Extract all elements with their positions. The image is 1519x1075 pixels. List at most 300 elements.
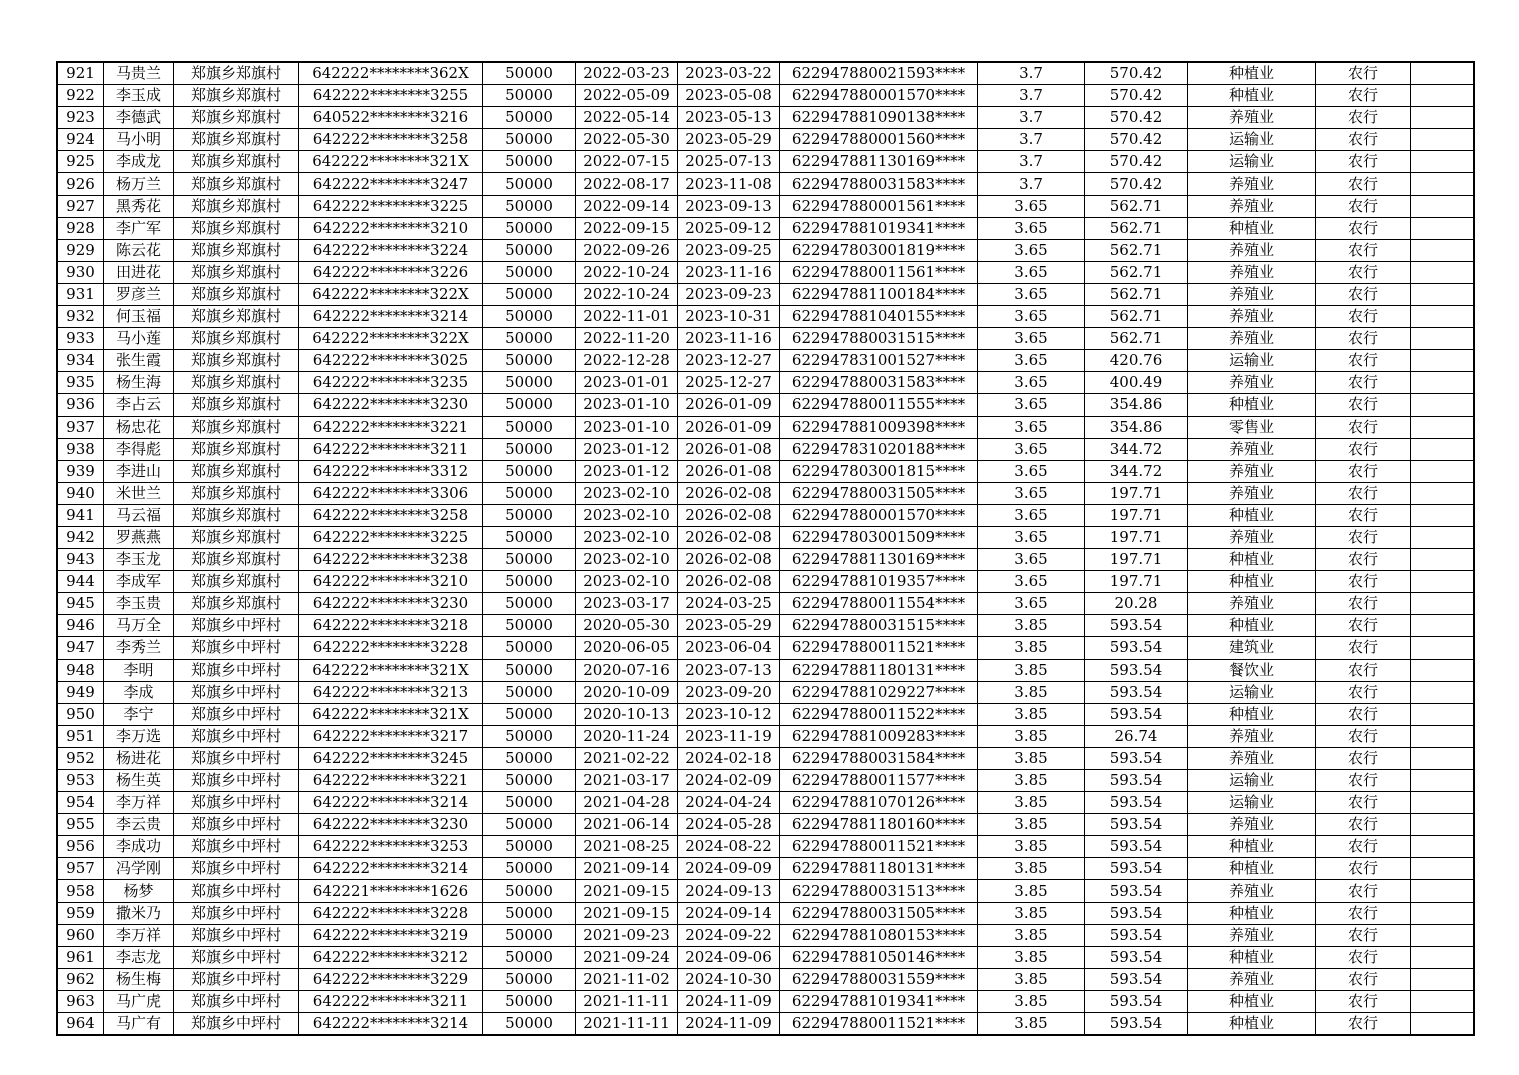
name-cell: 李云贵 <box>104 814 174 836</box>
industry-cell: 运输业 <box>1188 792 1316 814</box>
industry-cell: 种植业 <box>1188 571 1316 593</box>
start-date-cell: 2023-01-12 <box>576 438 678 460</box>
loan-amount-cell: 50000 <box>483 571 576 593</box>
village-cell: 郑旗乡郑旗村 <box>174 107 299 129</box>
interest-rate-cell: 3.7 <box>978 62 1085 85</box>
village-cell: 郑旗乡郑旗村 <box>174 328 299 350</box>
account-number-cell: 622947803001815**** <box>780 460 978 482</box>
id-number-cell: 642222********3213 <box>299 681 483 703</box>
account-number-cell: 622947881009398**** <box>780 416 978 438</box>
interest-amount-cell: 593.54 <box>1085 946 1188 968</box>
interest-amount-cell: 420.76 <box>1085 350 1188 372</box>
industry-cell: 养殖业 <box>1188 239 1316 261</box>
empty-cell <box>1411 880 1475 902</box>
empty-cell <box>1411 725 1475 747</box>
table-row <box>57 283 1474 305</box>
village-cell: 郑旗乡中坪村 <box>174 615 299 637</box>
table-row <box>57 306 1474 328</box>
loan-amount-cell: 50000 <box>483 703 576 725</box>
name-cell: 李德武 <box>104 107 174 129</box>
interest-amount-cell: 570.42 <box>1085 129 1188 151</box>
village-cell: 郑旗乡郑旗村 <box>174 593 299 615</box>
name-cell: 撒米乃 <box>104 902 174 924</box>
interest-amount-cell: 593.54 <box>1085 792 1188 814</box>
empty-cell <box>1411 836 1475 858</box>
end-date-cell: 2023-05-29 <box>678 615 780 637</box>
industry-cell: 养殖业 <box>1188 747 1316 769</box>
end-date-cell: 2025-12-27 <box>678 372 780 394</box>
village-cell: 郑旗乡郑旗村 <box>174 217 299 239</box>
account-number-cell: 622947881029227**** <box>780 681 978 703</box>
end-date-cell: 2024-10-30 <box>678 968 780 990</box>
row-number-cell: 948 <box>57 659 104 681</box>
village-cell: 郑旗乡郑旗村 <box>174 129 299 151</box>
interest-rate-cell: 3.65 <box>978 350 1085 372</box>
id-number-cell: 642222********3225 <box>299 195 483 217</box>
loan-amount-cell: 50000 <box>483 637 576 659</box>
end-date-cell: 2023-09-13 <box>678 195 780 217</box>
row-number-cell: 925 <box>57 151 104 173</box>
empty-cell <box>1411 173 1475 195</box>
bank-cell: 农行 <box>1316 990 1411 1012</box>
loan-amount-cell: 50000 <box>483 85 576 107</box>
interest-rate-cell: 3.85 <box>978 725 1085 747</box>
interest-amount-cell: 562.71 <box>1085 239 1188 261</box>
interest-amount-cell: 197.71 <box>1085 549 1188 571</box>
industry-cell: 种植业 <box>1188 858 1316 880</box>
industry-cell: 种植业 <box>1188 62 1316 85</box>
bank-cell: 农行 <box>1316 394 1411 416</box>
account-number-cell: 622947880031559**** <box>780 968 978 990</box>
interest-amount-cell: 344.72 <box>1085 460 1188 482</box>
interest-rate-cell: 3.7 <box>978 107 1085 129</box>
name-cell: 杨万兰 <box>104 173 174 195</box>
village-cell: 郑旗乡中坪村 <box>174 814 299 836</box>
bank-cell: 农行 <box>1316 1013 1411 1036</box>
interest-amount-cell: 562.71 <box>1085 217 1188 239</box>
table-row <box>57 968 1474 990</box>
name-cell: 李得彪 <box>104 438 174 460</box>
interest-amount-cell: 593.54 <box>1085 637 1188 659</box>
bank-cell: 农行 <box>1316 747 1411 769</box>
account-number-cell: 622947881019357**** <box>780 571 978 593</box>
end-date-cell: 2023-11-16 <box>678 261 780 283</box>
bank-cell: 农行 <box>1316 328 1411 350</box>
name-cell: 米世兰 <box>104 482 174 504</box>
id-number-cell: 642222********3221 <box>299 770 483 792</box>
id-number-cell: 642222********3214 <box>299 1013 483 1036</box>
empty-cell <box>1411 306 1475 328</box>
table-row <box>57 460 1474 482</box>
interest-amount-cell: 344.72 <box>1085 438 1188 460</box>
start-date-cell: 2023-03-17 <box>576 593 678 615</box>
bank-cell: 农行 <box>1316 637 1411 659</box>
table-row <box>57 195 1474 217</box>
industry-cell: 养殖业 <box>1188 107 1316 129</box>
id-number-cell: 642222********3218 <box>299 615 483 637</box>
interest-rate-cell: 3.65 <box>978 571 1085 593</box>
loan-amount-cell: 50000 <box>483 504 576 526</box>
industry-cell: 种植业 <box>1188 902 1316 924</box>
start-date-cell: 2021-06-14 <box>576 814 678 836</box>
account-number-cell: 622947880011561**** <box>780 261 978 283</box>
name-cell: 马万全 <box>104 615 174 637</box>
row-number-cell: 944 <box>57 571 104 593</box>
name-cell: 马贵兰 <box>104 62 174 85</box>
loan-amount-cell: 50000 <box>483 239 576 261</box>
start-date-cell: 2023-01-12 <box>576 460 678 482</box>
interest-amount-cell: 593.54 <box>1085 814 1188 836</box>
name-cell: 李万祥 <box>104 792 174 814</box>
industry-cell: 养殖业 <box>1188 306 1316 328</box>
empty-cell <box>1411 593 1475 615</box>
bank-cell: 农行 <box>1316 173 1411 195</box>
interest-amount-cell: 593.54 <box>1085 924 1188 946</box>
start-date-cell: 2022-09-15 <box>576 217 678 239</box>
start-date-cell: 2022-08-17 <box>576 173 678 195</box>
name-cell: 马广虎 <box>104 990 174 1012</box>
empty-cell <box>1411 747 1475 769</box>
loan-amount-cell: 50000 <box>483 261 576 283</box>
empty-cell <box>1411 1013 1475 1036</box>
industry-cell: 运输业 <box>1188 770 1316 792</box>
interest-rate-cell: 3.65 <box>978 593 1085 615</box>
name-cell: 李成龙 <box>104 151 174 173</box>
end-date-cell: 2023-06-04 <box>678 637 780 659</box>
start-date-cell: 2020-07-16 <box>576 659 678 681</box>
table-row <box>57 615 1474 637</box>
start-date-cell: 2021-09-23 <box>576 924 678 946</box>
loan-amount-cell: 50000 <box>483 659 576 681</box>
empty-cell <box>1411 615 1475 637</box>
village-cell: 郑旗乡郑旗村 <box>174 504 299 526</box>
industry-cell: 养殖业 <box>1188 283 1316 305</box>
interest-rate-cell: 3.65 <box>978 306 1085 328</box>
row-number-cell: 962 <box>57 968 104 990</box>
id-number-cell: 642222********3228 <box>299 902 483 924</box>
loan-amount-cell: 50000 <box>483 328 576 350</box>
name-cell: 李万选 <box>104 725 174 747</box>
empty-cell <box>1411 217 1475 239</box>
account-number-cell: 622947880001570**** <box>780 85 978 107</box>
interest-amount-cell: 593.54 <box>1085 1013 1188 1036</box>
account-number-cell: 622947881009283**** <box>780 725 978 747</box>
name-cell: 李玉成 <box>104 85 174 107</box>
loan-amount-cell: 50000 <box>483 990 576 1012</box>
name-cell: 杨生梅 <box>104 968 174 990</box>
row-number-cell: 952 <box>57 747 104 769</box>
bank-cell: 农行 <box>1316 659 1411 681</box>
end-date-cell: 2024-08-22 <box>678 836 780 858</box>
start-date-cell: 2022-03-23 <box>576 62 678 85</box>
row-number-cell: 964 <box>57 1013 104 1036</box>
loan-amount-cell: 50000 <box>483 416 576 438</box>
empty-cell <box>1411 526 1475 548</box>
row-number-cell: 939 <box>57 460 104 482</box>
start-date-cell: 2020-05-30 <box>576 615 678 637</box>
interest-amount-cell: 593.54 <box>1085 968 1188 990</box>
loan-amount-cell: 50000 <box>483 792 576 814</box>
table-row <box>57 549 1474 571</box>
id-number-cell: 642222********3245 <box>299 747 483 769</box>
table-row <box>57 239 1474 261</box>
industry-cell: 种植业 <box>1188 85 1316 107</box>
end-date-cell: 2024-05-28 <box>678 814 780 836</box>
table-row <box>57 792 1474 814</box>
account-number-cell: 622947880031583**** <box>780 372 978 394</box>
interest-rate-cell: 3.85 <box>978 703 1085 725</box>
interest-amount-cell: 562.71 <box>1085 306 1188 328</box>
table-row <box>57 372 1474 394</box>
account-number-cell: 622947881040155**** <box>780 306 978 328</box>
bank-cell: 农行 <box>1316 460 1411 482</box>
village-cell: 郑旗乡中坪村 <box>174 946 299 968</box>
name-cell: 马广有 <box>104 1013 174 1036</box>
village-cell: 郑旗乡中坪村 <box>174 659 299 681</box>
start-date-cell: 2021-03-17 <box>576 770 678 792</box>
end-date-cell: 2023-11-08 <box>678 173 780 195</box>
loan-amount-cell: 50000 <box>483 306 576 328</box>
interest-amount-cell: 562.71 <box>1085 328 1188 350</box>
bank-cell: 农行 <box>1316 814 1411 836</box>
interest-amount-cell: 593.54 <box>1085 902 1188 924</box>
loan-amount-cell: 50000 <box>483 129 576 151</box>
bank-cell: 农行 <box>1316 703 1411 725</box>
industry-cell: 养殖业 <box>1188 593 1316 615</box>
interest-rate-cell: 3.85 <box>978 747 1085 769</box>
table-row <box>57 526 1474 548</box>
bank-cell: 农行 <box>1316 571 1411 593</box>
end-date-cell: 2025-09-12 <box>678 217 780 239</box>
bank-cell: 农行 <box>1316 151 1411 173</box>
empty-cell <box>1411 195 1475 217</box>
empty-cell <box>1411 151 1475 173</box>
end-date-cell: 2023-12-27 <box>678 350 780 372</box>
account-number-cell: 622947881180131**** <box>780 659 978 681</box>
bank-cell: 农行 <box>1316 792 1411 814</box>
interest-rate-cell: 3.85 <box>978 792 1085 814</box>
name-cell: 马云福 <box>104 504 174 526</box>
empty-cell <box>1411 946 1475 968</box>
id-number-cell: 642222********3255 <box>299 85 483 107</box>
row-number-cell: 922 <box>57 85 104 107</box>
start-date-cell: 2021-02-22 <box>576 747 678 769</box>
table-row <box>57 151 1474 173</box>
table-row <box>57 328 1474 350</box>
account-number-cell: 622947880031515**** <box>780 328 978 350</box>
start-date-cell: 2022-10-24 <box>576 261 678 283</box>
id-number-cell: 642222********3230 <box>299 394 483 416</box>
village-cell: 郑旗乡郑旗村 <box>174 283 299 305</box>
account-number-cell: 622947880011522**** <box>780 703 978 725</box>
start-date-cell: 2021-09-14 <box>576 858 678 880</box>
bank-cell: 农行 <box>1316 526 1411 548</box>
name-cell: 李成 <box>104 681 174 703</box>
interest-rate-cell: 3.7 <box>978 85 1085 107</box>
id-number-cell: 642222********322X <box>299 283 483 305</box>
end-date-cell: 2023-05-13 <box>678 107 780 129</box>
village-cell: 郑旗乡郑旗村 <box>174 571 299 593</box>
end-date-cell: 2025-07-13 <box>678 151 780 173</box>
start-date-cell: 2021-11-02 <box>576 968 678 990</box>
account-number-cell: 622947880031583**** <box>780 173 978 195</box>
industry-cell: 养殖业 <box>1188 328 1316 350</box>
end-date-cell: 2026-02-08 <box>678 504 780 526</box>
interest-amount-cell: 593.54 <box>1085 681 1188 703</box>
table-row <box>57 858 1474 880</box>
name-cell: 马小莲 <box>104 328 174 350</box>
start-date-cell: 2023-01-01 <box>576 372 678 394</box>
industry-cell: 运输业 <box>1188 129 1316 151</box>
empty-cell <box>1411 902 1475 924</box>
loan-amount-cell: 50000 <box>483 173 576 195</box>
industry-cell: 餐饮业 <box>1188 659 1316 681</box>
row-number-cell: 933 <box>57 328 104 350</box>
empty-cell <box>1411 858 1475 880</box>
village-cell: 郑旗乡郑旗村 <box>174 350 299 372</box>
bank-cell: 农行 <box>1316 880 1411 902</box>
name-cell: 黑秀花 <box>104 195 174 217</box>
end-date-cell: 2023-07-13 <box>678 659 780 681</box>
id-number-cell: 642222********3214 <box>299 858 483 880</box>
account-number-cell: 622947881070126**** <box>780 792 978 814</box>
name-cell: 李成军 <box>104 571 174 593</box>
industry-cell: 种植业 <box>1188 946 1316 968</box>
loan-amount-cell: 50000 <box>483 526 576 548</box>
table-row <box>57 416 1474 438</box>
table-row <box>57 681 1474 703</box>
name-cell: 李万祥 <box>104 924 174 946</box>
village-cell: 郑旗乡中坪村 <box>174 747 299 769</box>
id-number-cell: 642222********3226 <box>299 261 483 283</box>
id-number-cell: 642222********3221 <box>299 416 483 438</box>
account-number-cell: 622947803001509**** <box>780 526 978 548</box>
row-number-cell: 926 <box>57 173 104 195</box>
row-number-cell: 943 <box>57 549 104 571</box>
empty-cell <box>1411 504 1475 526</box>
empty-cell <box>1411 350 1475 372</box>
industry-cell: 种植业 <box>1188 615 1316 637</box>
row-number-cell: 959 <box>57 902 104 924</box>
bank-cell: 农行 <box>1316 261 1411 283</box>
start-date-cell: 2021-11-11 <box>576 990 678 1012</box>
account-number-cell: 622947880031505**** <box>780 902 978 924</box>
account-number-cell: 622947881019341**** <box>780 217 978 239</box>
interest-amount-cell: 354.86 <box>1085 416 1188 438</box>
village-cell: 郑旗乡中坪村 <box>174 968 299 990</box>
interest-amount-cell: 20.28 <box>1085 593 1188 615</box>
empty-cell <box>1411 85 1475 107</box>
account-number-cell: 622947880001570**** <box>780 504 978 526</box>
interest-rate-cell: 3.85 <box>978 836 1085 858</box>
interest-rate-cell: 3.85 <box>978 814 1085 836</box>
table-row <box>57 504 1474 526</box>
start-date-cell: 2020-10-13 <box>576 703 678 725</box>
bank-cell: 农行 <box>1316 129 1411 151</box>
empty-cell <box>1411 394 1475 416</box>
empty-cell <box>1411 328 1475 350</box>
row-number-cell: 956 <box>57 836 104 858</box>
name-cell: 李广军 <box>104 217 174 239</box>
id-number-cell: 642222********3247 <box>299 173 483 195</box>
row-number-cell: 960 <box>57 924 104 946</box>
bank-cell: 农行 <box>1316 858 1411 880</box>
start-date-cell: 2021-09-15 <box>576 880 678 902</box>
interest-rate-cell: 3.85 <box>978 770 1085 792</box>
interest-amount-cell: 197.71 <box>1085 504 1188 526</box>
table-row <box>57 924 1474 946</box>
id-number-cell: 640522********3216 <box>299 107 483 129</box>
village-cell: 郑旗乡中坪村 <box>174 725 299 747</box>
loan-amount-cell: 50000 <box>483 858 576 880</box>
table-row <box>57 217 1474 239</box>
interest-rate-cell: 3.65 <box>978 261 1085 283</box>
empty-cell <box>1411 659 1475 681</box>
industry-cell: 养殖业 <box>1188 482 1316 504</box>
table-row <box>57 990 1474 1012</box>
row-number-cell: 963 <box>57 990 104 1012</box>
bank-cell: 农行 <box>1316 968 1411 990</box>
account-number-cell: 622947881100184**** <box>780 283 978 305</box>
interest-rate-cell: 3.85 <box>978 681 1085 703</box>
end-date-cell: 2023-11-19 <box>678 725 780 747</box>
start-date-cell: 2020-10-09 <box>576 681 678 703</box>
id-number-cell: 642222********3253 <box>299 836 483 858</box>
end-date-cell: 2026-02-08 <box>678 549 780 571</box>
bank-cell: 农行 <box>1316 239 1411 261</box>
id-number-cell: 642222********3211 <box>299 990 483 1012</box>
industry-cell: 种植业 <box>1188 217 1316 239</box>
village-cell: 郑旗乡郑旗村 <box>174 372 299 394</box>
industry-cell: 养殖业 <box>1188 924 1316 946</box>
interest-rate-cell: 3.65 <box>978 372 1085 394</box>
row-number-cell: 953 <box>57 770 104 792</box>
start-date-cell: 2022-05-14 <box>576 107 678 129</box>
interest-rate-cell: 3.65 <box>978 526 1085 548</box>
interest-amount-cell: 197.71 <box>1085 526 1188 548</box>
loan-amount-cell: 50000 <box>483 195 576 217</box>
village-cell: 郑旗乡郑旗村 <box>174 261 299 283</box>
village-cell: 郑旗乡中坪村 <box>174 990 299 1012</box>
industry-cell: 种植业 <box>1188 703 1316 725</box>
empty-cell <box>1411 549 1475 571</box>
village-cell: 郑旗乡中坪村 <box>174 637 299 659</box>
loan-amount-cell: 50000 <box>483 549 576 571</box>
name-cell: 李占云 <box>104 394 174 416</box>
start-date-cell: 2023-02-10 <box>576 482 678 504</box>
table-row <box>57 571 1474 593</box>
row-number-cell: 957 <box>57 858 104 880</box>
start-date-cell: 2023-02-10 <box>576 526 678 548</box>
empty-cell <box>1411 62 1475 85</box>
id-number-cell: 642222********3258 <box>299 504 483 526</box>
id-number-cell: 642222********3230 <box>299 814 483 836</box>
id-number-cell: 642222********3214 <box>299 306 483 328</box>
interest-amount-cell: 570.42 <box>1085 173 1188 195</box>
loan-amount-cell: 50000 <box>483 725 576 747</box>
empty-cell <box>1411 239 1475 261</box>
industry-cell: 养殖业 <box>1188 880 1316 902</box>
account-number-cell: 622947880031513**** <box>780 880 978 902</box>
village-cell: 郑旗乡中坪村 <box>174 1013 299 1036</box>
account-number-cell: 622947803001819**** <box>780 239 978 261</box>
interest-amount-cell: 593.54 <box>1085 747 1188 769</box>
row-number-cell: 932 <box>57 306 104 328</box>
loan-amount-cell: 50000 <box>483 438 576 460</box>
interest-amount-cell: 354.86 <box>1085 394 1188 416</box>
bank-cell: 农行 <box>1316 902 1411 924</box>
bank-cell: 农行 <box>1316 85 1411 107</box>
